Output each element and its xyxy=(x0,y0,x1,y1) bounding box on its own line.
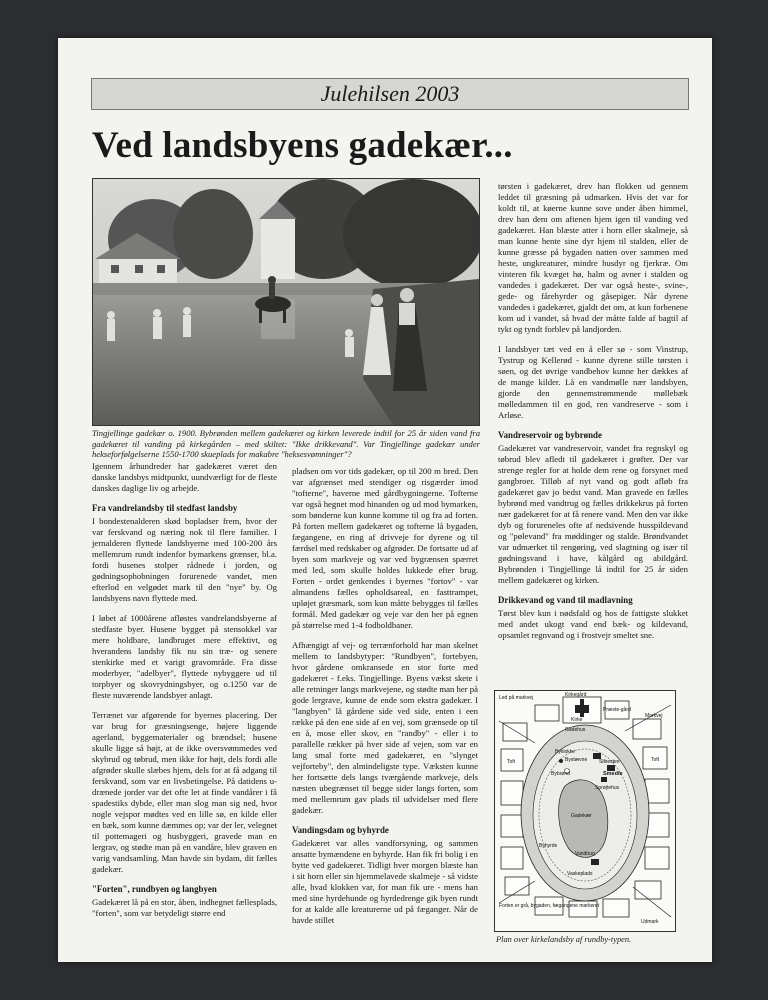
paragraph: Gadekæret lå på en stor, åben, indhegnet fællesplads, "forten", som var betydeligt større end xyxy=(92,897,277,918)
paragraph: pladsen om vor tids gadekær, op til 200 m bred. Den var afgrænset med stendiger og risgærder imod "tofterne", haverne med gårdbygningerne. Tofterne var også hegnet mod hinanden og ud mod bymarken, som bønderne kun kunne komme til og fra ad forten. På forten mellem gadekæret og tofterne lå bygaden, fægangene, en ring af drivveje for dyrene og til færdsel med redskaber og afgrøder. De fortsatte ud af byen som markveje og var ved bygrænsen spærret med led, som skulle holdes lukkede efter brug. Forten - ordet genkendes i byernes "fortov" - var almandens fælles opholdsareal, en fasttrampet, upløjet græsmark, som kun måtte bebygges til fælles formål. Med gadekær og veje var den her på egnen på størrelse med 1-4 fodboldbaner. xyxy=(292,466,478,630)
map-label: Vandtrug xyxy=(575,851,595,857)
photo-caption: Tingjellinge gadekær o. 1900. Bybrønden mellem gadekæret og kirken leverede indtil for 25 år siden vand fra gadekæret til vanding på kirkegården – med skiltet: "Ikke drikkevand". Var Tingjellinge gadekær under hekseforfølgelserne 1550-1700 skueplads for makabre "heksesvømninger"? xyxy=(92,428,480,460)
banner-title: Julehilsen 2003 xyxy=(91,78,689,110)
text-column-2 xyxy=(292,466,478,935)
map-label: Gadehus xyxy=(565,727,586,733)
paragraph: Tørst blev kun i nødsfald og hos de fattigste slukket med andet ukogt vand end bæk- og kildevand, opsamlet regnvand og i frostvejr smeltet sne. xyxy=(498,608,688,640)
paragraph: I løbet af 1000årene afløstes vandrelandsbyerne af stedfaste byer. Husene bygget på stensokkel var mere holdbare, landbruget mere effektivt, og hverandens landsby fik nu sin træ- og senere stenkirke med et varigt gravområde. Fra disse moderbyer, "adelbyer", flyttede nybyggere ud til torpbyer og skovrydningsbyer, og o.1250 var de fleste nuværende landsbyer anlagt. xyxy=(92,613,277,700)
section-heading: Vandreservoir og bybrønde xyxy=(498,430,602,440)
map-label: Forten er grå, bygaden, fægangene markeret xyxy=(499,903,600,909)
paragraph: I landsbyer tæt ved en å eller sø - som Vinstrup, Tystrup og Kellerød - kunne dyrene stille tørsten i søen, og det øvrige vandbehov kunne her dækkes af de mange kilder. Lå en vandmølle nær landsbyen, gjorde den gennemstrømmende møllebæk mølledammen til en god, ren vandreserve - som i Arløse. xyxy=(498,344,688,420)
paragraph: Afhængigt af vej- og terrænforhold har man skelnet mellem to landsbytyper: "Rundbyen", fortebyen, hvor gårdene omkransede en stor forte med gadekæret - f.eks. Tingjellinge. Byens vækst skete i alle retninger langs markvejene, og stødte man her på gode lergrave, kunne de ende som ekstra gadekær. I "langbyen" lå gårdene side ved side, enten i een række på den ene side af en vej, som grænsede op til en å, mose eller skov, en "randby" - eller i to parallelle rækker på hver side af vejen, som var en lang smal forte med gadekæret, en "slynget vejforteby", den almindeligste type. Væksten kunne her fortsætte dels langs tværgående markveje, dels næsten ubegrænset til begge sider langs forten, som med mellemrum gav plads til udvidelser med flere gadekær. xyxy=(292,640,478,815)
paragraph: Gadekæret var alles vandforsyning, og sammen ansatte bymændene en byhyrde. Han fik fri bolig i en bytte ved gadekæret. Tidligt hver morgen blæste han i sit horn eller sin hjemmelavede skalmeje - så vidste alle, hvad klokken var, for man fik ure - mens han med sine hyrdehunde og hyrdedrenge gik byen rundt for at kalde alle kreaturerne ud på fæganger. Når de havde stillet xyxy=(292,838,478,925)
document-page xyxy=(58,38,712,962)
paragraph: Terrænet var afgørende for byernes placering. Der var brug for græsningsenge, højere liggende agerland, byggematerialer og brændsel; husene skulle ligge så højt, at de ikke oversvømmedes ved skybrud og tøbrud, men ikke for højt, dels fordi alle afgrøder skulle slæbes hjem, dels for at få adgang til ferskvand, som var en livsbetingelse. På datidens u-drænede jorder var det ofte let at finde vandårer i få spadestiks dybde, eller man slog man sig ned, hvor nogle vejspor mødtes ved en lille sø, en kilde eller en bæk, som kunne dæmmes op; var der ler, velegnet til pottemageri og husbyggeri, gravede man en lergrav, og stødte man på en vandåre, blev graven en varig vandsamling. Man havde sin bydam, dit fælles gadekær. xyxy=(92,710,277,874)
paragraph: Gadekæret var vandreservoir, vandet fra regnskyl og tøbrud blev afledt til gadekæret i grøfter. Der var strenge regler for at holde dem rene og forsynet med gangbroer. Tilløb af nyt vand og godt afløb fra gadekæret gav jo bedst vand. Man gravede en fælles bybrønd med vandtrug og fælles drikkekrus på forten nær gadekæret for at få renere vand. Men den var ikke dyb og forureneles ofte af nedsivende husspildevand og "pølevand" fra møddinger og stalde. Brøndvandet var udmærket til rengøring, ved slagtning og især til gødningsvand i have, kålgård og abildgård. Bybrønden i Tingjellinge lå indtil for 25 år siden mellem gadekæret og kirken. xyxy=(498,443,688,585)
map-label: Slibesten xyxy=(599,759,620,765)
section-heading: Vandingsdam og byhyrde xyxy=(292,825,389,835)
map-label: Toft xyxy=(507,759,516,765)
map-label: Bystævne xyxy=(565,757,588,763)
text-column-1 xyxy=(92,461,277,928)
paragraph: Igennem århundreder har gadekæret været den danske landsbys midtpunkt, uundværligt for de fleste danskes daglige liv og arbejde. xyxy=(92,461,277,493)
text-column-3 xyxy=(498,181,688,650)
map-label: Kirkegård xyxy=(565,692,587,698)
section-heading: "Forten", rundbyen og langbyen xyxy=(92,884,217,894)
map-label: Markvej xyxy=(645,713,663,719)
map-label: Præste-gård xyxy=(603,707,631,713)
map-label: Led på markvej xyxy=(499,695,534,701)
map-label: Smedie xyxy=(603,771,623,777)
paragraph: I bondestenalderen skød bopladser frem, hvor der var ferskvand og næring nok til flere familier. I jernalderen flyttede landsbyerne med 100-200 års mellemrum rundt indenfor bymarkens grænser, bl.a. fordi husenes stolper rådnede i jorden, og gødningsophobningen forurenede vandet, men efterlod en velgødet mark til den "nye" by. Og landsbyens navn flyttede med. xyxy=(92,516,277,603)
map-label: Gadekær xyxy=(571,813,592,819)
map-caption: Plan over kirkelandsby af rundby-typen. xyxy=(496,935,632,944)
map-label: Byklokke xyxy=(555,749,576,755)
map-label: Udmark xyxy=(641,919,659,925)
map-label: Sprøjtehus xyxy=(595,785,620,791)
village-plan-map-icon xyxy=(494,690,676,932)
paragraph: tørsten i gadekæret, drev han flokken ud gennem leddet til græsning på udmarken. Hvis det var for koldt til, at køerne kunne sove under åben himmel, drev han dem om aftenen hjem igen til vanding ved gadekæret. Han blæste atter i horn eller skalmeje, så man kunne hente sine dyr hjem til stalden, eller de kunne græsse på bygaden natten over sammen med heste, ungkreaturer, mindre husdyr og fjerkræ. Om vinteren fik kvæget hø, halm og avner i stalden og vandedes i gadekæret. Der var også heste-, svine-, gede- og fårehyrder og gåsepiger. Når dyrene vandedes i gadekæret, gjaldt det om, at kun forbenene kom ud i vandet, så hvad der måtte falde af bagtil af tykt og tyndt forblev på landjorden. xyxy=(498,181,688,334)
section-heading: Fra vandrelandsby til stedfast landsby xyxy=(92,503,238,513)
headline: Ved landsbyens gadekær... xyxy=(92,125,513,166)
map-label: Kirke xyxy=(571,717,583,723)
map-label: Bybrønd xyxy=(551,771,570,777)
section-heading: Drikkevand og vand til madlavning xyxy=(498,595,633,605)
map-label: Toft xyxy=(651,757,660,763)
historic-village-pond-photo-icon xyxy=(92,178,480,426)
map-label: Byhyrde xyxy=(539,843,558,849)
map-label: Vaskeplads xyxy=(567,871,593,877)
